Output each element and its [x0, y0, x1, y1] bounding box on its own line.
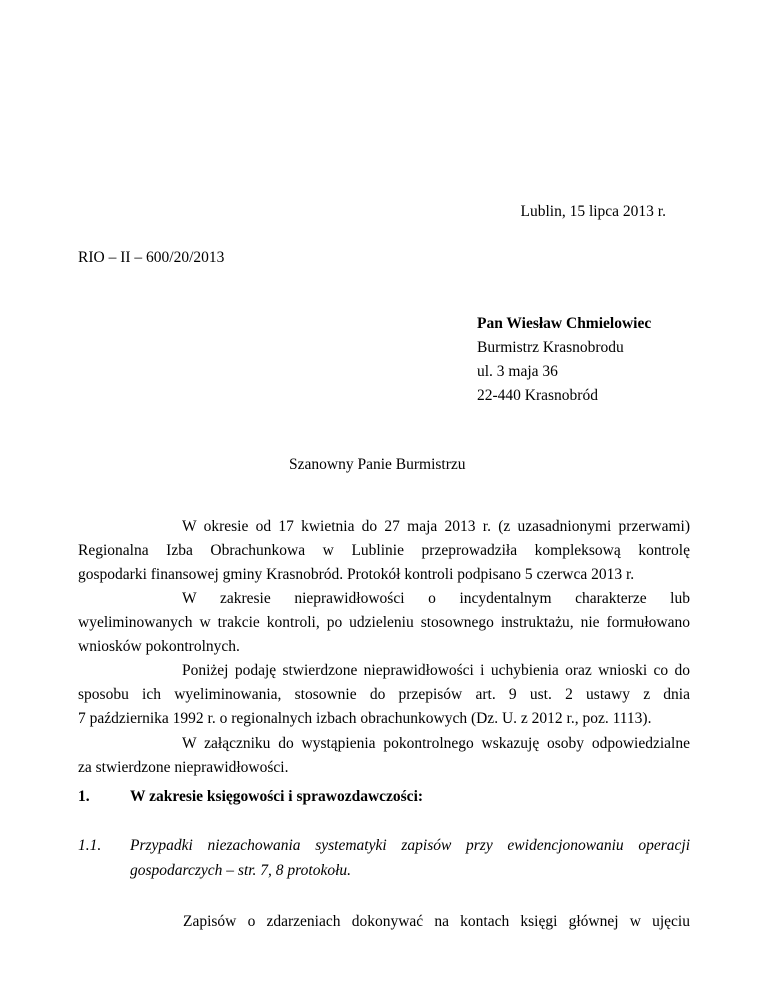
salutation: Szanowny Panie Burmistrzu	[289, 456, 466, 473]
paragraph-line: Regionalna Izba Obrachunkowa w Lublinie przeprowadziła kompleksową kontrolę	[78, 542, 690, 560]
subsection-line: Przypadki niezachowania systematyki zapisów przy ewidencjonowaniu operacji	[130, 837, 690, 854]
paragraph-4	[78, 732, 690, 780]
subsection-number: 1.1.	[78, 837, 102, 854]
paragraph-line: wyeliminowanych w trakcie kontroli, po udzieleniu stosownego instruktażu, nie formułowano	[78, 614, 690, 632]
paragraph-2	[78, 587, 690, 660]
paragraph-line: gospodarki finansowej gminy Krasnobród. Protokół kontroli podpisano 5 czerwca 2013 r.	[78, 566, 635, 584]
paragraph-line: W zakresie nieprawidłowości o incydentalnym charakterze lub	[182, 590, 690, 607]
recipient-name: Pan Wiesław Chmielowiec	[477, 315, 652, 332]
section-number: 1.	[78, 788, 90, 805]
reference-number: RIO – II – 600/20/2013	[78, 249, 225, 266]
recipient-title: Burmistrz Krasnobrodu	[477, 339, 624, 356]
subsection-line: gospodarczych – str. 7, 8 protokołu.	[130, 861, 352, 879]
paragraph-line: za stwierdzone nieprawidłowości.	[78, 759, 289, 777]
paragraph-1	[78, 515, 690, 588]
recipient-city: 22-440 Krasnobród	[477, 387, 598, 404]
place-date: Lublin, 15 lipca 2013 r.	[520, 203, 666, 220]
paragraph-line: wniosków pokontrolnych.	[78, 638, 240, 656]
recipient-address	[477, 312, 651, 408]
subsection-heading	[78, 834, 690, 883]
paragraph-line: W załączniku do wystąpienia pokontrolnego wskazuję osoby odpowiedzialne	[182, 735, 690, 752]
paragraph-line: Poniżej podaję stwierdzone nieprawidłowości i uchybienia oraz wnioski co do	[182, 662, 690, 679]
section-heading	[78, 788, 423, 806]
recipient-street: ul. 3 maja 36	[477, 363, 558, 380]
paragraph-line: 7 października 1992 r. o regionalnych izbach obrachunkowych (Dz. U. z 2012 r., poz. 1113).	[78, 710, 652, 728]
paragraph-line: W okresie od 17 kwietnia do 27 maja 2013 r. (z uzasadnionymi przerwami)	[182, 518, 690, 535]
section-title: W zakresie księgowości i sprawozdawczości:	[130, 788, 424, 805]
paragraph-5: Zapisów o zdarzeniach dokonywać na kontach księgi głównej w ujęciu	[183, 913, 690, 930]
paragraph-3	[78, 659, 690, 732]
paragraph-line: sposobu ich wyeliminowania, stosownie do przepisów art. 9 ust. 2 ustawy z dnia	[78, 686, 690, 704]
